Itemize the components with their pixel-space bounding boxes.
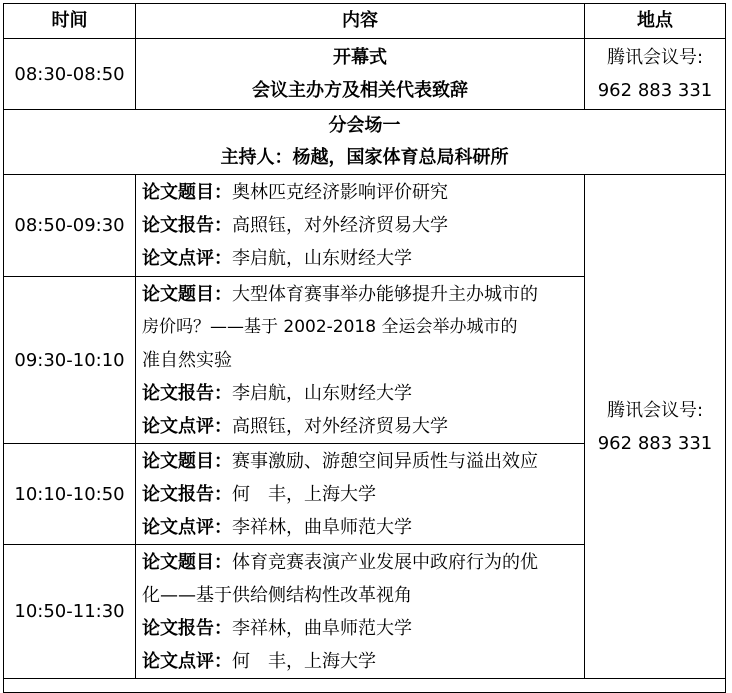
- paper-reviewer: 李祥林，曲阜师范大学: [232, 517, 412, 538]
- paper-time: 10:50-11:30: [14, 601, 125, 622]
- paper-reporter-line: [142, 612, 582, 645]
- paper-content: [142, 277, 582, 443]
- paper-title-continuation: 化——基于供给侧结构性改革视角: [142, 585, 412, 606]
- paper-title-line: [142, 445, 582, 478]
- session-host: 主持人：杨越，国家体育总局科研所: [220, 147, 509, 168]
- header-time: 时间: [51, 10, 88, 31]
- paper-reviewer: 李启航，山东财经大学: [232, 248, 412, 269]
- paper-reviewer-label: 论文点评：: [142, 651, 232, 672]
- paper-reporter-label: 论文报告：: [142, 215, 232, 236]
- paper-content: [142, 444, 582, 544]
- paper-title-line: [142, 176, 582, 209]
- session-title: 分会场一: [328, 115, 401, 136]
- location-label: 腾讯会议号:: [606, 399, 704, 421]
- paper-reviewer-label: 论文点评：: [142, 517, 232, 538]
- header-location: 地点: [637, 10, 673, 31]
- schedule-table: [3, 3, 726, 693]
- paper-time: 09:30-10:10: [14, 349, 125, 371]
- paper-title-text: 大型体育赛事举办能够提升主办城市的: [232, 284, 538, 305]
- paper-reporter-line: [142, 377, 582, 410]
- paper-reporter-label: 论文报告：: [142, 484, 232, 505]
- paper-title-text: 赛事激励、游憩空间异质性与溢出效应: [232, 451, 538, 472]
- opening-content: [136, 39, 584, 109]
- paper-reporter-line: [142, 209, 582, 242]
- paper-reporter: 李祥林，曲阜师范大学: [232, 618, 412, 639]
- paper-title-line: [142, 278, 582, 311]
- paper-reviewer-line: [142, 645, 582, 678]
- opening-subtitle: 会议主办方及相关代表致辞: [252, 80, 468, 101]
- paper-title-label: 论文题目：: [142, 552, 232, 573]
- opening-time: 08:30-08:50: [14, 63, 125, 85]
- paper-reporter-label: 论文报告：: [142, 383, 232, 404]
- paper-reviewer: 高照钰，对外经济贸易大学: [232, 416, 448, 437]
- paper-time: 10:10-10:50: [14, 483, 125, 505]
- paper-content: [142, 545, 582, 678]
- meeting-id: 962 883 331: [597, 80, 713, 101]
- paper-reporter-label: 论文报告：: [142, 618, 232, 639]
- paper-title-line: [142, 546, 582, 579]
- paper-reviewer-label: 论文点评：: [142, 416, 232, 437]
- paper-reviewer: 何 丰，上海大学: [232, 651, 376, 672]
- session-location: [585, 175, 725, 678]
- paper-title-label: 论文题目：: [142, 182, 232, 203]
- paper-title-continuation: 房价吗？——基于 2002-2018 全运会举办城市的: [142, 317, 518, 337]
- header-content: 内容: [342, 10, 378, 31]
- location-label: 腾讯会议号:: [606, 47, 704, 68]
- col-divider: [135, 174, 136, 678]
- row-divider: [4, 678, 725, 679]
- meeting-id: 962 883 331: [597, 432, 713, 454]
- session-header: [4, 110, 725, 174]
- paper-reviewer-line: [142, 242, 582, 275]
- opening-location: [585, 39, 725, 109]
- paper-title-label: 论文题目：: [142, 284, 232, 305]
- paper-title-text: 体育竞赛表演产业发展中政府行为的优: [232, 552, 538, 573]
- paper-title-continuation: 准自然实验: [142, 350, 232, 371]
- paper-reviewer-line: [142, 410, 582, 443]
- paper-reviewer-label: 论文点评：: [142, 248, 232, 269]
- paper-reporter-line: [142, 478, 582, 511]
- paper-reporter: 高照钰，对外经济贸易大学: [232, 215, 448, 236]
- paper-title-label: 论文题目：: [142, 451, 232, 472]
- paper-title-text: 奥林匹克经济影响评价研究: [232, 182, 448, 203]
- paper-reporter: 何 丰，上海大学: [232, 484, 376, 505]
- paper-time: 08:50-09:30: [14, 215, 125, 236]
- opening-title: 开幕式: [333, 47, 387, 68]
- paper-reporter: 李启航，山东财经大学: [232, 383, 412, 404]
- paper-content: [142, 175, 582, 276]
- paper-reviewer-line: [142, 511, 582, 544]
